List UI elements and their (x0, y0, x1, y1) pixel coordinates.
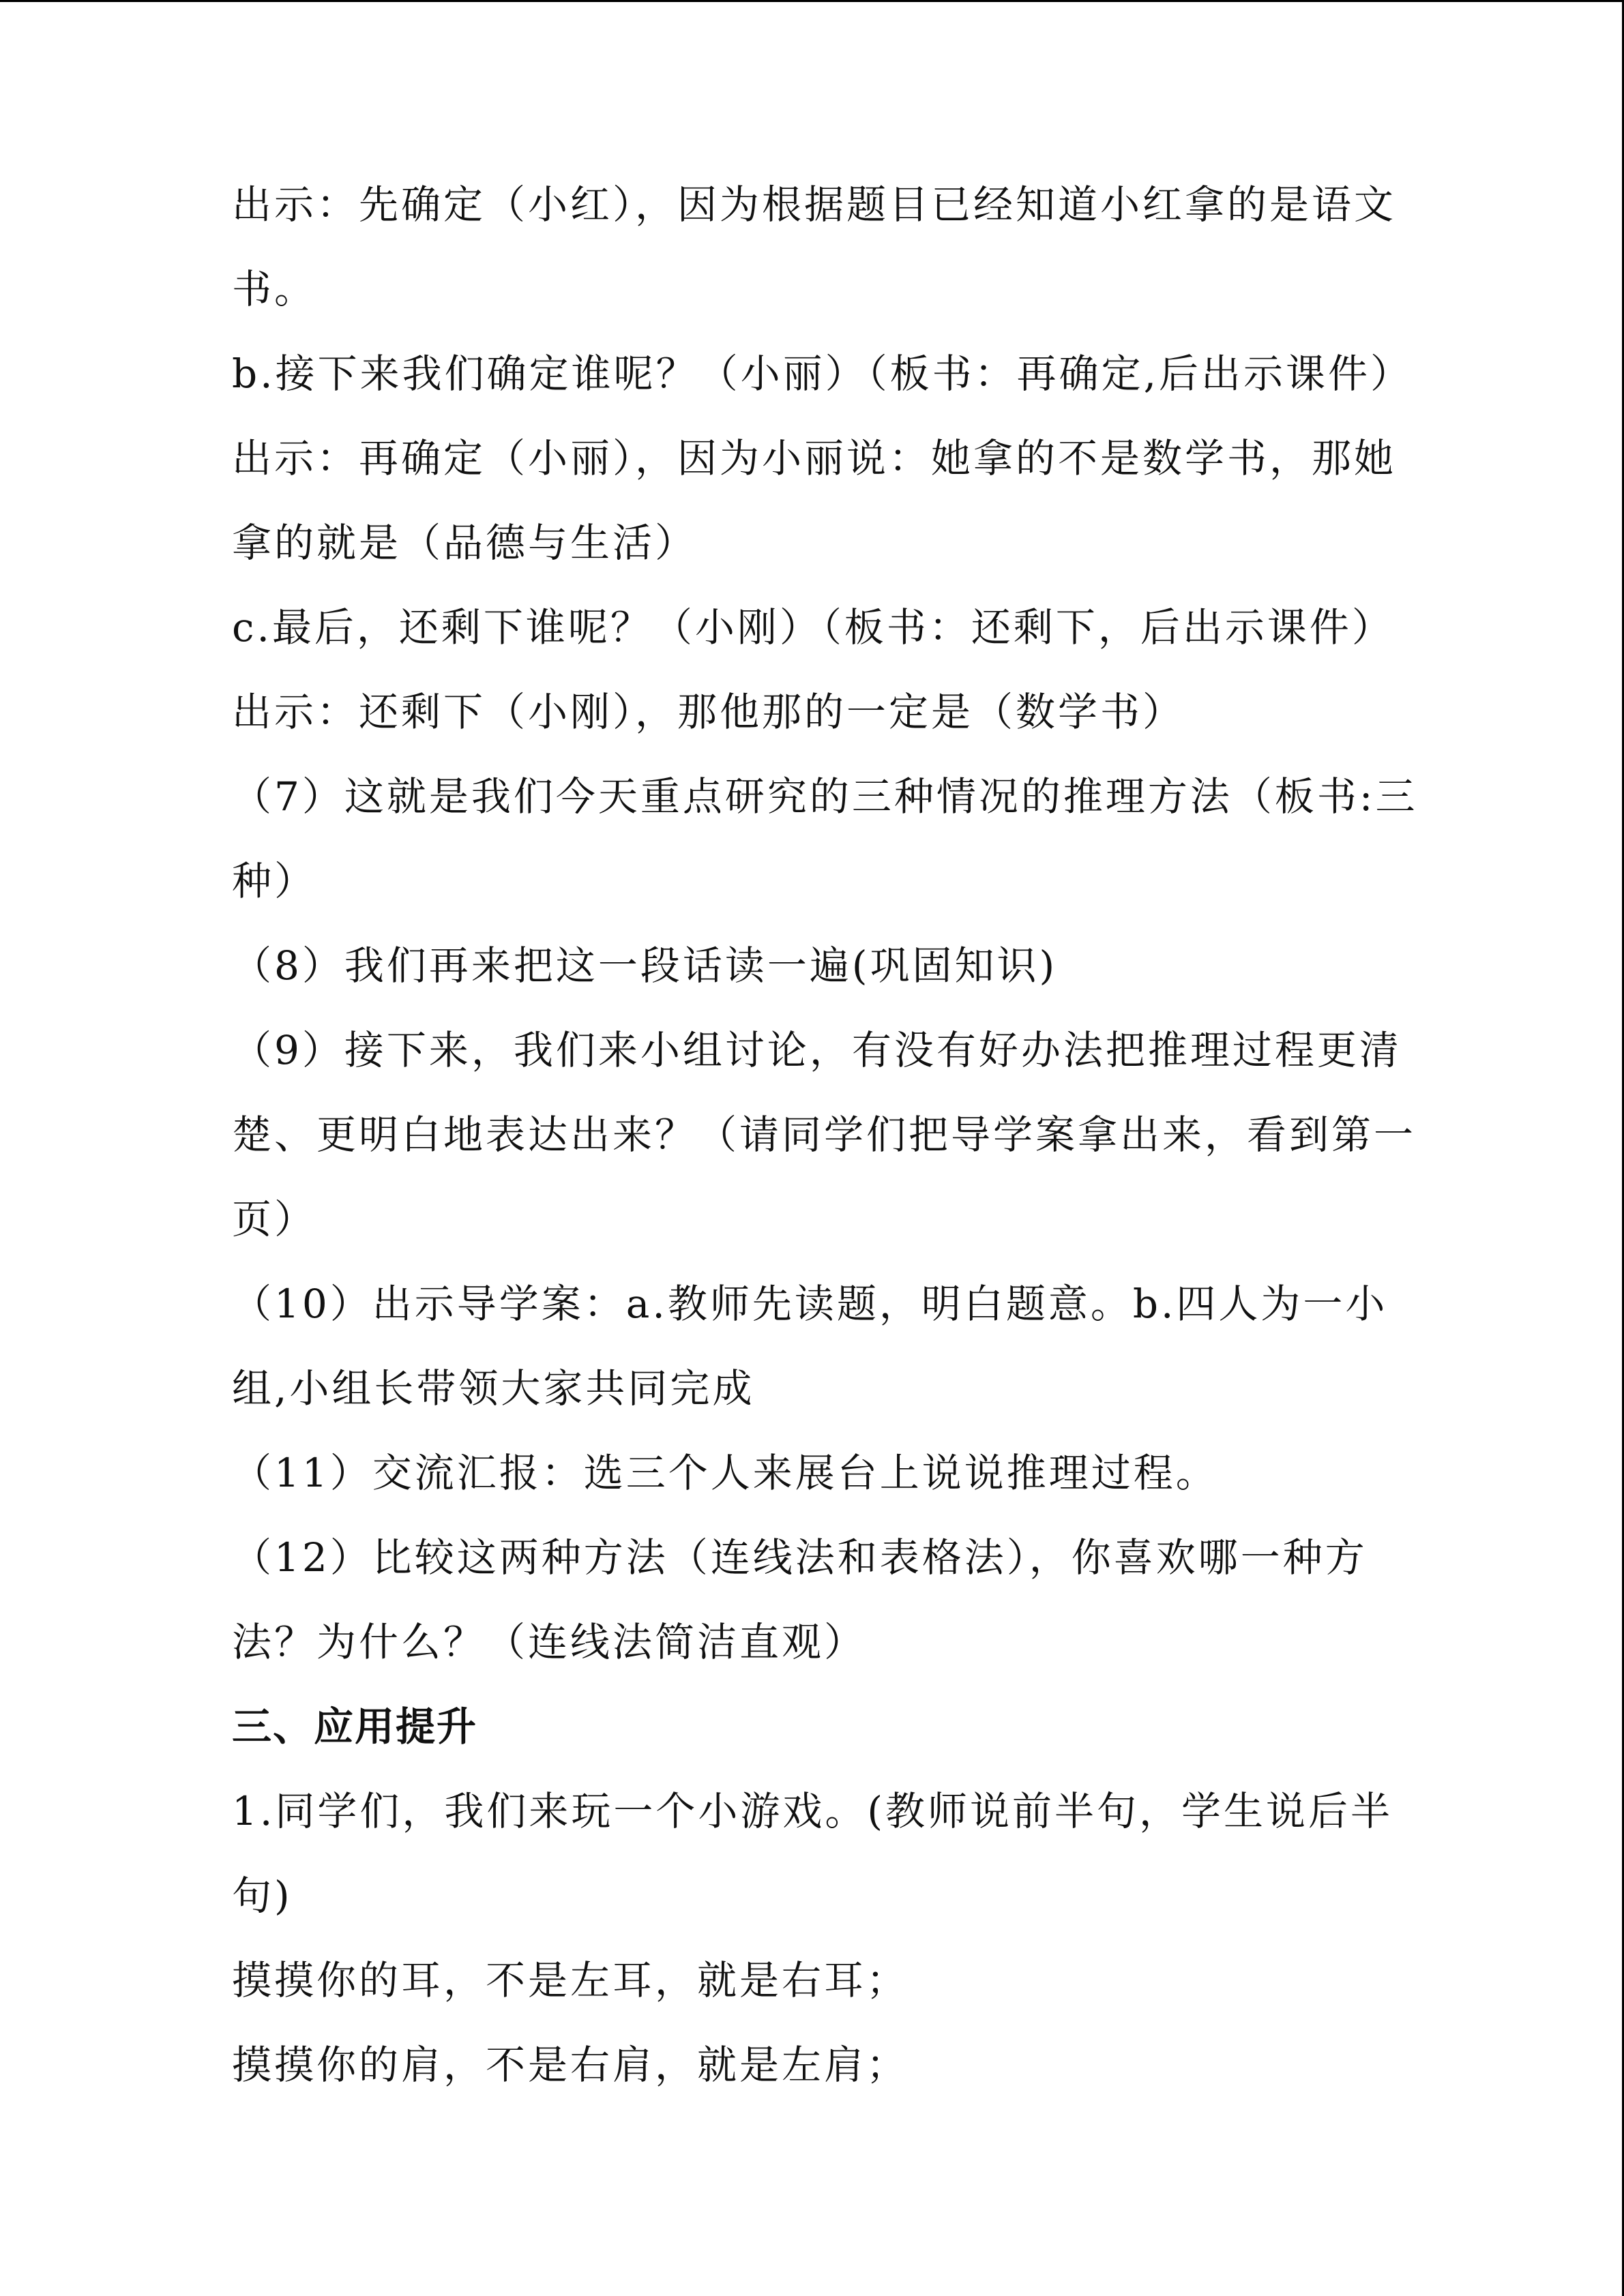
text-line: 1.同学们，我们来玩一个小游戏。(教师说前半句，学生说后半 (232, 1788, 1393, 1834)
text-line: 出示：先确定（小红），因为根据题目已经知道小红拿的是语文 (232, 181, 1397, 228)
document-body (232, 162, 1473, 2107)
text-line: 摸摸你的耳，不是左耳，就是右耳； (232, 1957, 909, 2003)
text-line: 书。 (232, 266, 317, 312)
text-line: 法？为什么？（连线法简洁直观） (232, 1619, 867, 1665)
text-line: 拿的就是（品德与生活） (232, 520, 698, 566)
text-line: 出示：再确定（小丽），因为小丽说：她拿的不是数学书，那她 (232, 435, 1397, 481)
text-line: （9）接下来，我们来小组讨论，有没有好办法把推理过程更清 (232, 1027, 1402, 1073)
section-heading: 三、应用提升 (232, 1703, 478, 1750)
text-line: （12）比较这两种方法（连线法和表格法），你喜欢哪一种方 (232, 1534, 1368, 1581)
text-line: （10）出示导学案：a.教师先读题，明白题意。b.四人为一小 (232, 1281, 1388, 1327)
text-line: （11）交流汇报：选三个人来展台上说说推理过程。 (232, 1450, 1218, 1496)
text-line: （8）我们再来把这一段话读一遍(巩固知识) (232, 942, 1058, 989)
text-line: 楚、更明白地表达出来？（请同学们把导学案拿出来，看到第一 (232, 1112, 1417, 1158)
text-line: b.接下来我们确定谁呢？（小丽）（板书：再确定,后出示课件） (232, 351, 1413, 397)
text-line: 种） (232, 858, 317, 904)
text-line: 摸摸你的肩，不是右肩，就是左肩； (232, 2042, 909, 2088)
text-line: 句) (232, 1873, 293, 1919)
text-line: 组,小组长带领大家共同完成 (232, 1365, 755, 1412)
text-line: 出示：还剩下（小刚），那他那的一定是（数学书） (232, 689, 1185, 735)
text-line: （7）这就是我们今天重点研究的三种情况的推理方法（板书:三 (232, 773, 1418, 820)
text-line: 页） (232, 1196, 317, 1242)
text-line: c.最后，还剩下谁呢？（小刚）（板书：还剩下，后出示课件） (232, 604, 1394, 651)
